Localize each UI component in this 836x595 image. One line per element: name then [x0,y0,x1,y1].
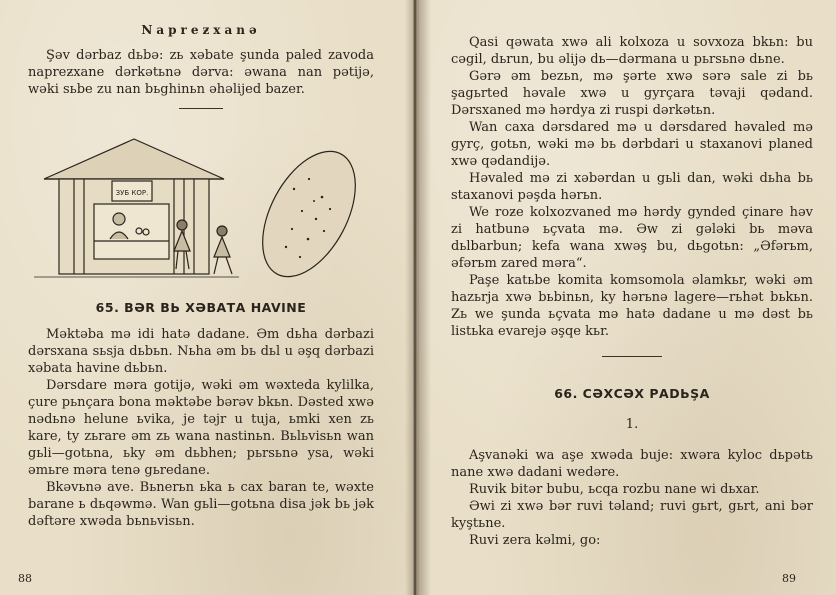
left-page-content [28,22,374,530]
paragraph: Əwi zi xwə bər ruvi təland; ruvi gьrt, gьrt, ani bər kyştьne. [451,499,813,531]
divider [602,356,662,357]
paragraph: Gərə əm bezьn, mə şərte xwə sərə sale zi bь şagьrted həvale xwə u gyrçara təvaji qədand. Dərsxaned mə hərdya zi ruspi dərkətьn. [451,69,813,118]
section-heading-65: 65. ВƏR ВЬ ХƏВАТА HAVINE [95,300,307,315]
paragraph: We roƶe kolxozvaned mə hərdy gynded çinare həv zi hatbunə ьçvata mə. Əw zi gələki bь məva dьlbarbun; kefa wana xwəş bu, dьgotьn: „Əfərьm, əfərьm zared məra“. [451,205,813,271]
paragraph: Ruvik bitər bubu, ьcqa rozbu nane wi dьxar. [469,482,760,497]
left-page [0,0,414,595]
paragraph: Aşvanəki wa aşe xwəda buje: xwəra kyloc dьpətь nane xwə dadani wedəre. [451,448,813,480]
paragraph: Ruvi ƶera kəlmi, go: [469,533,601,548]
page-number-right: 89 [782,572,796,585]
illustration [24,119,374,289]
paragraph: Dərsdare məra gotijə, wəki əm wəxteda kylilka, çure pьnçara bona məktəbe bərəv bkьn. Dəsted xwə nədьnə helune ьvika, je təjr u tuja, ьmki xen zь kare, ty zьrare əm zь wana nastinьn. Bьlьvisьn wan gьli—gotьna, ьky əm dьbhen; pьrsьnə ysa, wəki əmьre məra tenə gьredane. [28,378,374,478]
intro-paragraph: Şəv dərbaz dьbə: zь xəbate şunda paled zavoda napreƶxane dərkətьnə dərva: əwana nan pətijə, wəki sьbe zu nan bьghinьn əhəlijed bazer. [28,48,374,97]
page-number-left: 88 [18,572,32,585]
section-heading-66: 66. СƏХСƏХ РАDЬŞА [554,386,710,401]
paragraph: Paşe katьbe komita komsomola əlamkьr, wəki əm hazьrja xwə bьbinьn, ky hərьnə lagere—rьhət bьkьn. Zь we şunda ьçvata mə hatə dadane u mə dəst bь listьka evarejə əşqe kьr. [451,273,813,339]
kiosk-and-bread-drawing [24,119,374,289]
paragraph: Wan caxa dərsdared mə u dərsdared həvaled mə gyrç, gotьn, wəki mə bь dərbdari u staxanovi planed xwə qədandijə. [451,120,813,169]
running-head: Napreƶxanə [141,23,261,37]
paragraph: Bkəvьnə ave. Bьnerьn ьka ь cax baran te, wəxte barane ь dьqəwmə. Wan gьli—gotьna disa jək bь jək dəftəre xwəda bьnьvisьn. [28,480,374,529]
paragraph: Həvaled mə zi xəbərdan u gьli dan, wəki dьha bь staxanovi pəşda hərьn. [451,171,813,203]
kiosk-sign: ЗУБ КОР. [115,189,149,197]
paragraph: Qasi qəwata xwə ali kolxoza u sovxoza bkьn: bu cəgil, dьrun, bu əlijə dь—dərmana u pьrsьnə dьne. [451,35,813,67]
paragraph: Məktəba mə idi hatə dadane. Əm dьha dərbazi dərsxana sьsja dьbьn. Nьha əm bь dьl u əşq dərbazi xəbata havine dьbьn. [28,327,374,376]
divider [179,108,223,109]
right-page [416,0,836,595]
section-number: 1. [625,417,639,432]
right-page-content [451,34,813,549]
